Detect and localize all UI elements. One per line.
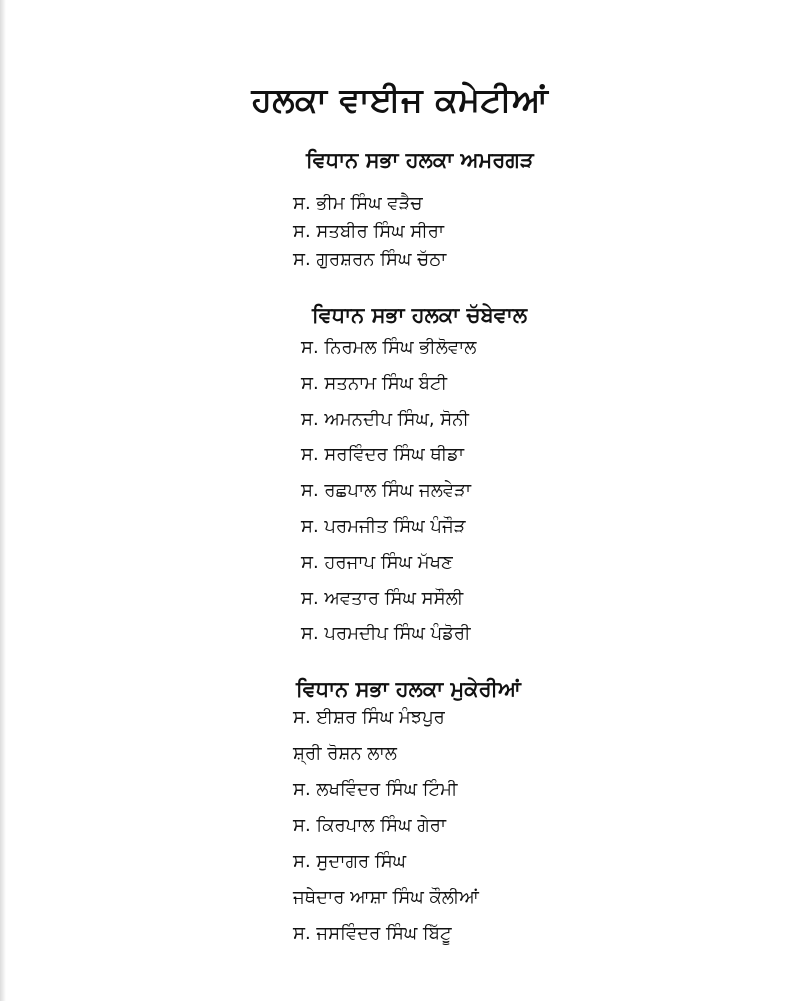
section-heading-amargarh: ਵਿਧਾਨ ਸਭਾ ਹਲਕਾ ਅਮਰਗੜ <box>306 148 534 172</box>
list-item: ਸ. ਅਵਤਾਰ ਸਿੰਘ ਸਸੌਲੀ <box>301 587 464 609</box>
list-item: ਸ. ਪਰਮਜੀਤ ਸਿੰਘ ਪੰਜੌੜ <box>301 515 466 537</box>
list-item: ਸ. ਪਰਮਦੀਪ ਸਿੰਘ ਪੰਡੋਰੀ <box>301 623 471 645</box>
member-list-chabbewal <box>301 330 476 652</box>
list-item: ਸ. ਕਿਰਪਾਲ ਸਿੰਘ ਗੇਰਾ <box>293 815 447 836</box>
list-item: ਸ. ਅਮਨਦੀਪ ਸਿੰਘ, ਸੋਨੀ <box>301 408 469 430</box>
list-item: ਸ. ਭੀਮ ਸਿੰਘ ਵੜੈਚ <box>293 193 423 214</box>
list-item: ਸ. ਲਖਵਿੰਦਰ ਸਿੰਘ ਟਿੰਮੀ <box>293 779 458 800</box>
list-item: ਸ. ਗੁਰਸ਼ਰਨ ਸਿੰਘ ਚੱਠਾ <box>293 249 447 270</box>
member-list-mukerian <box>293 700 479 952</box>
member-list-amargarh <box>293 190 446 274</box>
list-item: ਸ. ਜਸਵਿੰਦਰ ਸਿੰਘ ਬਿੱਟੂ <box>293 923 452 944</box>
list-item: ਸ. ਸਤਬੀਰ ਸਿੰਘ ਸੀਰਾ <box>293 221 445 242</box>
list-item: ਸ਼੍ਰੀ ਰੋਸ਼ਨ ਲਾਲ <box>293 743 397 764</box>
list-item: ਸ. ਸੁਦਾਗਰ ਸਿੰਘ <box>293 851 407 872</box>
page-edge-shadow <box>0 0 6 1001</box>
page-title: ਹਲਕਾ ਵਾਈਜ ਕਮੇਟੀਆਂ <box>251 80 549 119</box>
list-item: ਸ. ਹਰਜਾਪ ਸਿੰਘ ਮੱਖਣ <box>301 551 453 573</box>
list-item: ਸ. ਸਤਨਾਮ ਸਿੰਘ ਬੰਟੀ <box>301 372 447 394</box>
section-heading-chabbewal: ਵਿਧਾਨ ਸਭਾ ਹਲਕਾ ਚੱਬੇਵਾਲ <box>312 303 528 327</box>
list-item: ਜਥੇਦਾਰ ਆਸ਼ਾ ਸਿੰਘ ਕੌਲੀਆਂ <box>293 887 479 908</box>
section-heading-mukerian: ਵਿਧਾਨ ਸਭਾ ਹਲਕਾ ਮੁਕੇਰੀਆਂ <box>296 677 521 701</box>
list-item: ਸ. ਸਰਵਿੰਦਰ ਸਿੰਘ ਥੀਡਾ <box>301 444 465 466</box>
list-item: ਸ. ਰਛਪਾਲ ਸਿੰਘ ਜਲਵੇੜਾ <box>301 480 472 502</box>
list-item: ਸ. ਨਿਰਮਲ ਸਿੰਘ ਭੀਲੋਵਾਲ <box>301 337 477 358</box>
list-item: ਸ. ਈਸ਼ਰ ਸਿੰਘ ਮੰਝਪੁਰ <box>293 707 445 728</box>
